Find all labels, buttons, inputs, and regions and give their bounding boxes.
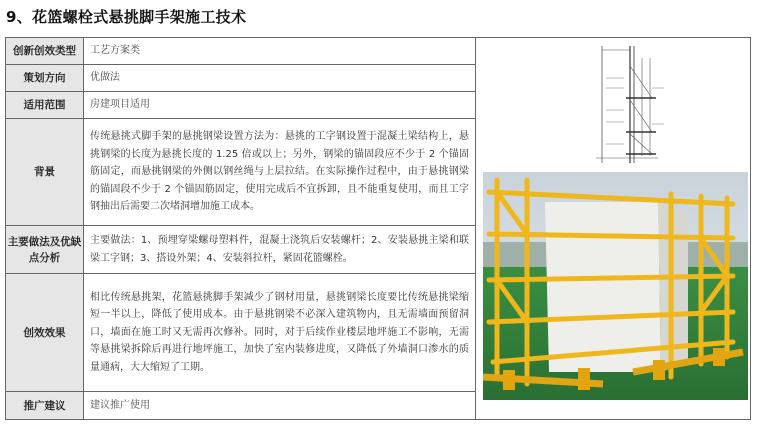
row-content: 房建项目适用 bbox=[84, 92, 476, 119]
row-label: 主要做法及优缺点分析 bbox=[6, 226, 84, 274]
row-label: 策划方向 bbox=[6, 65, 84, 92]
row-label: 创新创效类型 bbox=[6, 38, 84, 65]
row-content: 相比传统悬挑架，花篮悬挑脚手架减少了钢材用量，悬挑钢梁长度要比传统悬挑梁缩短一半以上，降低了使用成本。由于悬挑钢梁不必深入建筑物内，且无需墙面预留洞口，墙面在施工时又无需再次修补。同时，对于后续作业楼层地坪施工不影响，无需等悬挑梁拆除后再进行地坪施工，加快了室内装修进度，又降低了外墙洞口渗水的质量通病，大大缩短了工期。 bbox=[84, 274, 476, 392]
row-content: 传统悬挑式脚手架的悬挑钢梁设置方法为：悬挑的工字钢设置于混凝土梁结构上，悬挑钢梁的长度为悬挑长度的 1.25 倍或以上；另外，钢梁的锚固段应不少于 2 个锚固筋固定，而悬挑钢梁的外侧以钢丝绳与上层拉结。在实际操作过程中，由于悬挑钢梁的锚固段不少于 2 个锚固筋固定，使用完成后不宜拆卸，且不能重复使用，而且工字钢抽出后需要二次堵洞增加施工成本。 bbox=[84, 119, 476, 226]
row-label: 适用范围 bbox=[6, 92, 84, 119]
row-content: 优做法 bbox=[84, 65, 476, 92]
cantilever-scaffold-photo bbox=[483, 172, 748, 400]
row-label: 创效效果 bbox=[6, 274, 84, 392]
row-content: 建议推广使用 bbox=[84, 392, 476, 420]
table-row bbox=[6, 38, 751, 65]
row-label: 推广建议 bbox=[6, 392, 84, 420]
row-content: 主要做法：1、预埋穿梁螺母塑料件，混凝土浇筑后安装螺杆；2、安装悬挑主梁和联梁工字钢；3、搭设外架；4、安装斜拉杆，紧固花篮螺栓。 bbox=[84, 226, 476, 274]
image-column bbox=[476, 38, 751, 420]
row-content: 工艺方案类 bbox=[84, 38, 476, 65]
row-label: 背景 bbox=[6, 119, 84, 226]
cantilever-scaffold-section-drawing bbox=[586, 38, 666, 168]
page-title: 9、花篮螺栓式悬挑脚手架施工技术 bbox=[6, 8, 247, 26]
info-table bbox=[5, 37, 751, 420]
